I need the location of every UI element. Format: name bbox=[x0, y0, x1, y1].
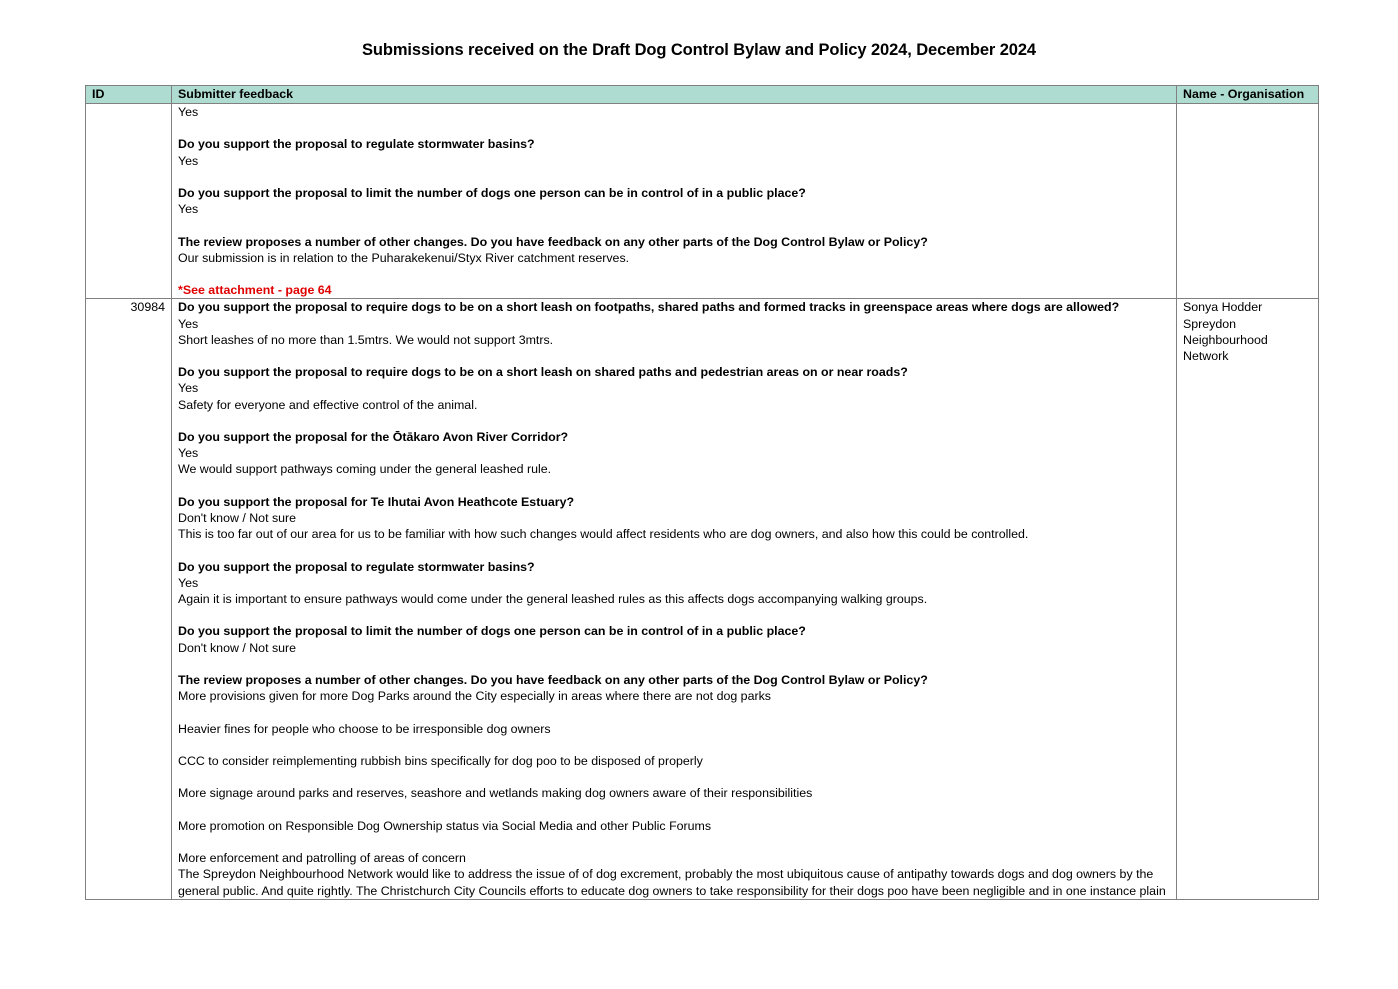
name-organisation-cell bbox=[1177, 104, 1319, 299]
question-text: Do you support the proposal to limit the number of dogs one person can be in control of in a public place? bbox=[178, 624, 806, 639]
organisation-name: Spreydon bbox=[1183, 316, 1237, 331]
answer-text: Yes bbox=[178, 105, 199, 119]
question-text: Do you support the proposal to limit the number of dogs one person can be in control of in a public place? bbox=[178, 185, 806, 200]
comment-text: More promotion on Responsible Dog Ownership status via Social Media and other Public Forums bbox=[178, 818, 712, 833]
comment-text: Heavier fines for people who choose to be irresponsible dog owners bbox=[178, 721, 551, 736]
question-text: Do you support the proposal to require dogs to be on a short leash on shared paths and pedestrian areas on or near roads? bbox=[178, 365, 908, 380]
comment-text: CCC to consider reimplementing rubbish bins specifically for dog poo to be disposed of properly bbox=[178, 753, 703, 768]
answer-text: Don't know / Not sure bbox=[178, 510, 297, 525]
answer-text: Don't know / Not sure bbox=[178, 640, 297, 655]
comment-text: We would support pathways coming under the general leashed rule. bbox=[178, 462, 552, 477]
organisation-name: Neighbourhood bbox=[1183, 332, 1268, 347]
answer-text: Yes bbox=[178, 316, 199, 331]
submitter-name: Sonya Hodder bbox=[1183, 300, 1263, 315]
comment-text: More provisions given for more Dog Parks around the City especially in areas where there are not dog parks bbox=[178, 689, 771, 704]
header-id: ID bbox=[86, 86, 172, 104]
header-name-organisation: Name - Organisation bbox=[1177, 86, 1319, 104]
answer-text: Yes bbox=[178, 202, 199, 217]
table-header-row bbox=[86, 86, 1319, 104]
answer-text: Yes bbox=[178, 381, 199, 396]
question-text: Do you support the proposal for the Ōtākaro Avon River Corridor? bbox=[178, 429, 569, 444]
comment-text: Safety for everyone and effective control of the animal. bbox=[178, 397, 478, 412]
question-text: Do you support the proposal to regulate stormwater basins? bbox=[178, 559, 535, 574]
attachment-note: *See attachment - page 64 bbox=[178, 283, 332, 298]
header-feedback: Submitter feedback bbox=[172, 86, 1177, 104]
feedback-cell bbox=[172, 299, 1177, 899]
question-text: Do you support the proposal for Te Ihutai Avon Heathcote Estuary? bbox=[178, 494, 575, 509]
feedback-cell bbox=[172, 104, 1177, 299]
comment-text: More signage around parks and reserves, seashore and wetlands making dog owners aware of their responsibilities bbox=[178, 786, 813, 801]
answer-text: Yes bbox=[178, 153, 199, 168]
organisation-name: Network bbox=[1183, 348, 1229, 363]
name-organisation-cell bbox=[1177, 299, 1319, 899]
answer-text: Our submission is in relation to the Puharakekenui/Styx River catchment reserves. bbox=[178, 250, 630, 265]
submission-id: 30984 bbox=[86, 299, 172, 899]
question-text: Do you support the proposal to regulate stormwater basins? bbox=[178, 137, 535, 152]
answer-text: Yes bbox=[178, 575, 199, 590]
table-row bbox=[86, 104, 1319, 299]
table-row bbox=[86, 299, 1319, 899]
page-title: Submissions received on the Draft Dog Control Bylaw and Policy 2024, December 2024 bbox=[361, 41, 1037, 59]
answer-text: Yes bbox=[178, 446, 199, 461]
comment-text: The Spreydon Neighbourhood Network would like to address the issue of of dog excrement, probably the most ubiquitous cause of antipathy towards dogs and dog owners by the general public. And quite rightly. The Christchurch City Councils efforts to educate dog owners to take responsibility for their dogs poo have been negligible and in one instance plain bbox=[178, 867, 1166, 898]
question-text: Do you support the proposal to require dogs to be on a short leash on footpaths, shared paths and formed tracks in greenspace areas where dogs are allowed? bbox=[178, 300, 1120, 315]
submissions-table bbox=[85, 85, 1319, 900]
submission-id bbox=[86, 104, 172, 299]
comment-text: Short leashes of no more than 1.5mtrs. We would not support 3mtrs. bbox=[178, 332, 554, 347]
comment-text: More enforcement and patrolling of areas of concern bbox=[178, 851, 466, 866]
comment-text: This is too far out of our area for us to be familiar with how such changes would affect residents who are dog owners, and also how this could be controlled. bbox=[178, 527, 1029, 542]
comment-text: Again it is important to ensure pathways would come under the general leashed rules as this affects dogs accompanying walking groups. bbox=[178, 591, 928, 606]
question-text: The review proposes a number of other changes. Do you have feedback on any other parts of the Dog Control Bylaw or Policy? bbox=[178, 672, 928, 687]
question-text: The review proposes a number of other changes. Do you have feedback on any other parts of the Dog Control Bylaw or Policy? bbox=[178, 234, 928, 249]
